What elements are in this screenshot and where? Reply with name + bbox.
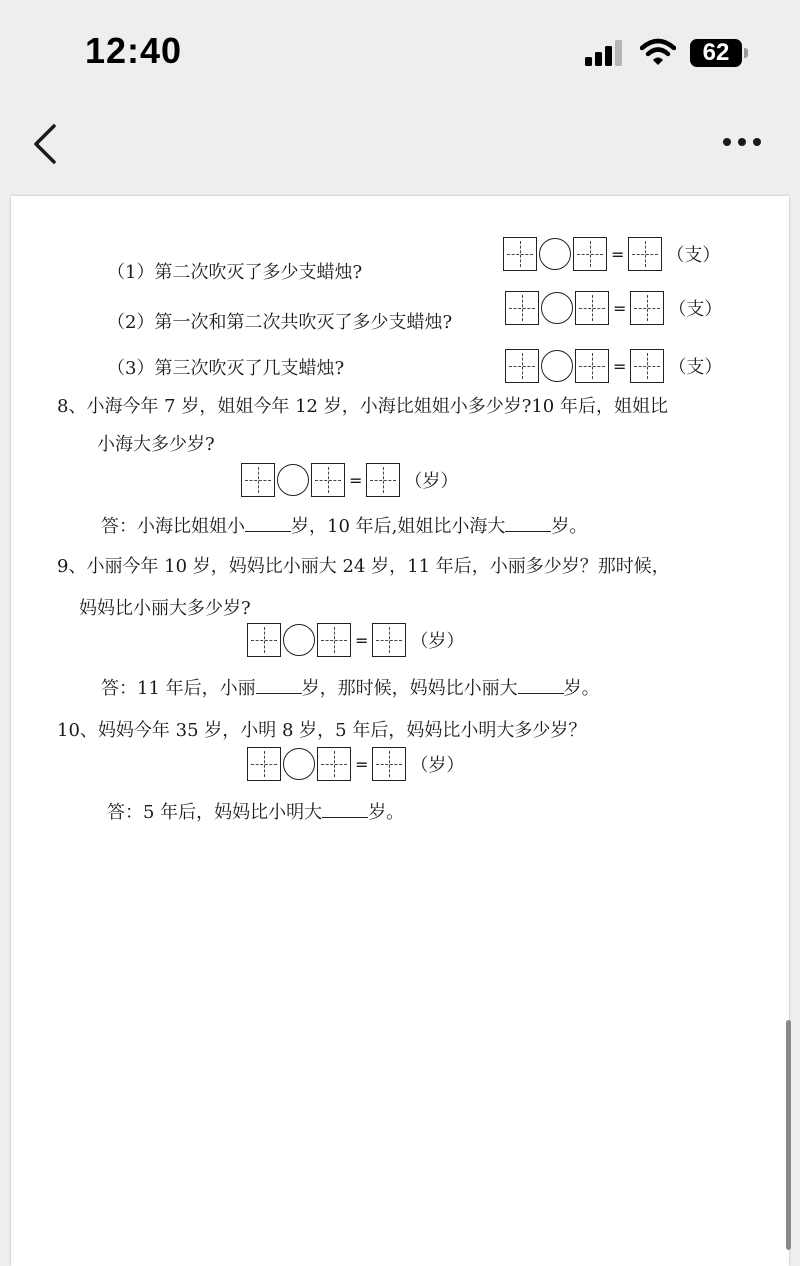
q10-answer <box>107 798 404 824</box>
operator-circle[interactable] <box>283 748 315 780</box>
wifi-icon <box>640 38 676 66</box>
answer-text: 岁。 <box>551 516 588 537</box>
answer-box[interactable] <box>317 623 351 657</box>
answer-blank[interactable] <box>505 513 551 532</box>
operator-circle[interactable] <box>539 238 571 270</box>
q7-sub3-text: （3）第三次吹灭了几支蜡烛? <box>107 358 345 379</box>
answer-box[interactable] <box>372 747 406 781</box>
scrollbar[interactable] <box>786 1020 791 1250</box>
q9-text-line1: 9、小丽今年 10 岁，妈妈比小丽大 24 岁，11 年后，小丽多少岁？那时候， <box>57 556 670 577</box>
equals-sign: = <box>613 298 627 318</box>
q8-answer <box>101 512 587 538</box>
q8-text-line1: 8、小海今年 7 岁，姐姐今年 12 岁，小海比姐姐小多少岁?10 年后，姐姐比 <box>57 396 668 417</box>
answer-box[interactable] <box>317 747 351 781</box>
equals-sign: = <box>349 470 363 490</box>
answer-blank[interactable] <box>256 675 302 694</box>
q9-answer <box>101 674 600 700</box>
q7-sub1-text: （1）第二次吹灭了多少支蜡烛? <box>107 262 363 283</box>
document-page <box>11 196 789 1266</box>
answer-blank[interactable] <box>322 799 368 818</box>
unit-label: （支） <box>666 245 721 266</box>
equation-row-6 <box>247 746 464 782</box>
answer-blank[interactable] <box>518 675 564 694</box>
answer-text: 岁，那时候，妈妈比小丽大 <box>301 678 518 699</box>
nav-bar <box>0 100 800 190</box>
equals-sign: = <box>355 630 369 650</box>
more-options-icon[interactable] <box>718 130 766 154</box>
equals-sign: = <box>355 754 369 774</box>
answer-box[interactable] <box>505 349 539 383</box>
q7-sub2-text: （2）第一次和第二次共吹灭了多少支蜡烛? <box>107 312 453 333</box>
answer-box[interactable] <box>503 237 537 271</box>
unit-label: （支） <box>668 299 723 320</box>
answer-text: 岁。 <box>563 678 600 699</box>
answer-box[interactable] <box>573 237 607 271</box>
answer-text: 答：5 年后，妈妈比小明大 <box>107 802 323 823</box>
answer-box[interactable] <box>247 747 281 781</box>
battery-cap <box>744 48 748 58</box>
answer-box[interactable] <box>311 463 345 497</box>
operator-circle[interactable] <box>541 292 573 324</box>
unit-label: （岁） <box>410 631 465 652</box>
status-bar <box>0 0 800 100</box>
answer-box[interactable] <box>247 623 281 657</box>
operator-circle[interactable] <box>283 624 315 656</box>
equation-row-5 <box>247 622 464 658</box>
unit-label: （岁） <box>404 471 459 492</box>
answer-box[interactable] <box>630 349 664 383</box>
answer-blank[interactable] <box>245 513 291 532</box>
answer-text: 答：11 年后，小丽 <box>101 678 256 699</box>
answer-box[interactable] <box>630 291 664 325</box>
answer-box[interactable] <box>241 463 275 497</box>
equation-row-4 <box>241 462 458 498</box>
answer-box[interactable] <box>505 291 539 325</box>
answer-box[interactable] <box>575 291 609 325</box>
cellular-signal-icon <box>585 40 627 66</box>
unit-label: （岁） <box>410 755 465 776</box>
answer-box[interactable] <box>575 349 609 383</box>
equation-row-2 <box>505 290 722 326</box>
answer-text: 岁，10 年后,姐姐比小海大 <box>291 516 506 537</box>
operator-circle[interactable] <box>277 464 309 496</box>
equals-sign: = <box>613 356 627 376</box>
q8-text-line2: 小海大多少岁? <box>97 434 215 455</box>
answer-text: 岁。 <box>368 802 405 823</box>
answer-text: 答：小海比姐姐小 <box>101 516 245 537</box>
equals-sign: = <box>611 244 625 264</box>
unit-label: （支） <box>668 357 723 378</box>
q9-text-line2: 妈妈比小丽大多少岁? <box>79 598 251 619</box>
equation-row-3 <box>505 348 722 384</box>
status-time: 12:40 <box>85 30 183 71</box>
operator-circle[interactable] <box>541 350 573 382</box>
answer-box[interactable] <box>372 623 406 657</box>
q10-text-line1: 10、妈妈今年 35 岁，小明 8 岁，5 年后，妈妈比小明大多少岁？ <box>57 720 587 741</box>
back-chevron-icon[interactable] <box>30 122 60 166</box>
equation-row-1 <box>503 236 720 272</box>
answer-box[interactable] <box>366 463 400 497</box>
answer-box[interactable] <box>628 237 662 271</box>
battery-icon: 62 <box>690 39 742 67</box>
